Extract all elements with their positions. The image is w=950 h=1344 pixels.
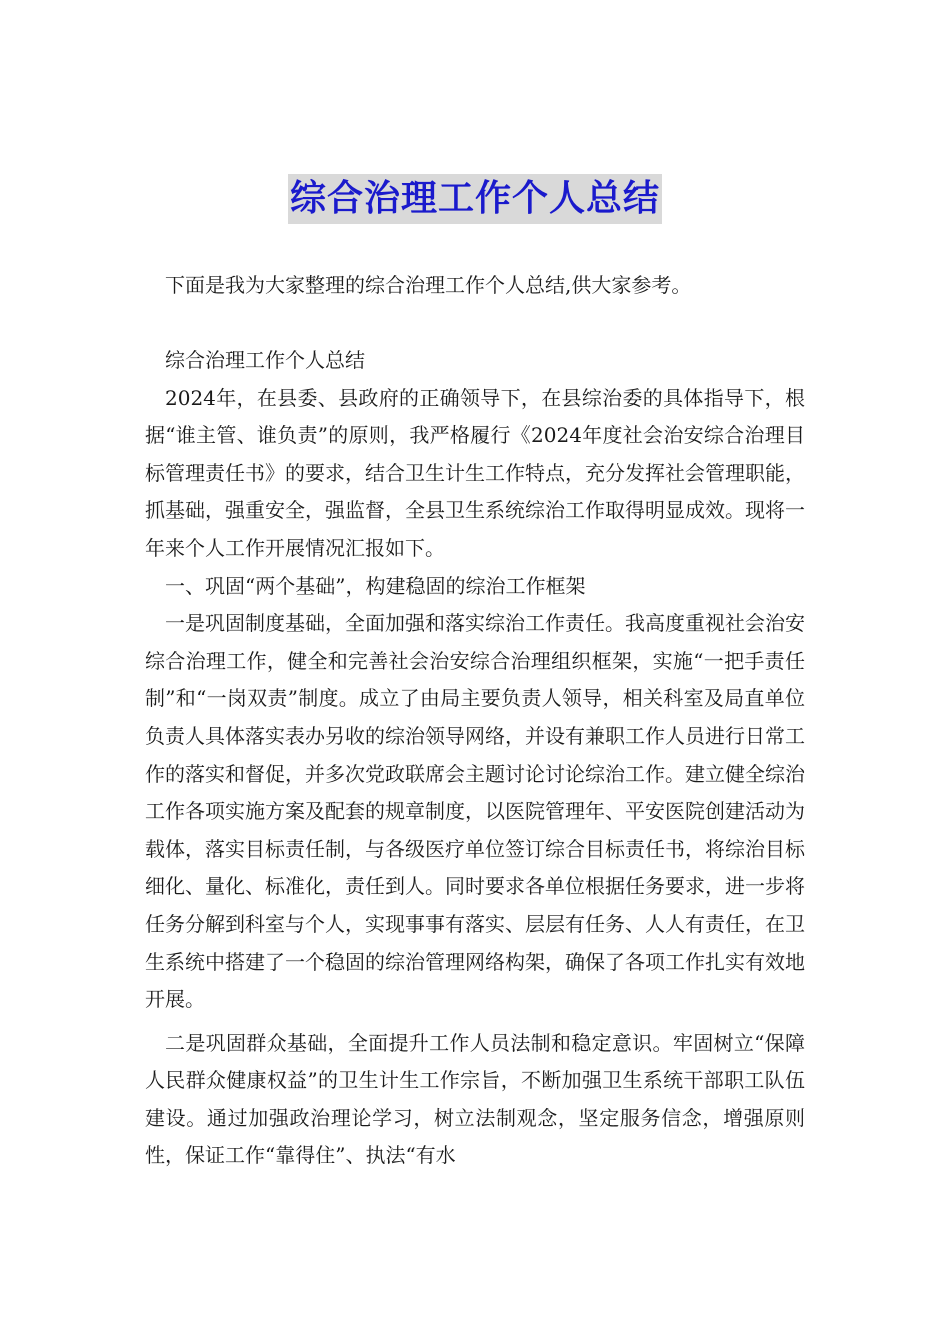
intro-text: 下面是我为大家整理的综合治理工作个人总结,供大家参考。: [165, 273, 692, 297]
document-title: 综合治理工作个人总结: [288, 174, 662, 224]
title-container: [0, 174, 950, 224]
body-paragraph: 2024年，在县委、县政府的正确领导下，在县综治委的具体指导下，根据“谁主管、谁负责”的原则，我严格履行《2024年度社会治安综合治理目标管理责任书》的要求，结合卫生计生工作特点，充分发挥社会管理职能，抓基础，强重安全，强监督，全县卫生系统综治工作取得明显成效。现将一年来个人工作开展情况汇报如下。: [145, 385, 805, 560]
document-body: [145, 342, 805, 1175]
section-heading: 综合治理工作个人总结: [165, 348, 365, 372]
section-heading: 一、巩固“两个基础”，构建稳固的综治工作框架: [165, 573, 586, 598]
body-paragraph: 二是巩固群众基础，全面提升工作人员法制和稳定意识。牢固树立“保障人民群众健康权益”的卫生计生工作宗旨，不断加强卫生系统干部职工队伍建设。通过加强政治理论学习，树立法制观念，坚定服务信念，增强原则性，保证工作“靠得住”、执法“有水: [145, 1030, 805, 1168]
body-paragraph: 一是巩固制度基础，全面加强和落实综治工作责任。我高度重视社会治安综合治理工作，健全和完善社会治安综合治理组织框架，实施“一把手责任制”和“一岗双责”制度。成立了由局主要负责人领导，相关科室及局直单位负责人具体落实表办另收的综治领导网络，并设有兼职工作人员进行日常工作的落实和督促，并多次党政联席会主题讨论讨论综治工作。建立健全综治工作各项实施方案及配套的规章制度，以医院管理年、平安医院创建活动为载体，落实目标责任制，与各级医疗单位签订综合目标责任书，将综治目标细化、量化、标准化，责任到人。同时要求各单位根据任务要求，进一步将任务分解到科室与个人，实现事事有落实、层层有任务、人人有责任，在卫生系统中搭建了一个稳固的综治管理网络构架，确保了各项工作扎实有效地开展。: [145, 611, 805, 1012]
